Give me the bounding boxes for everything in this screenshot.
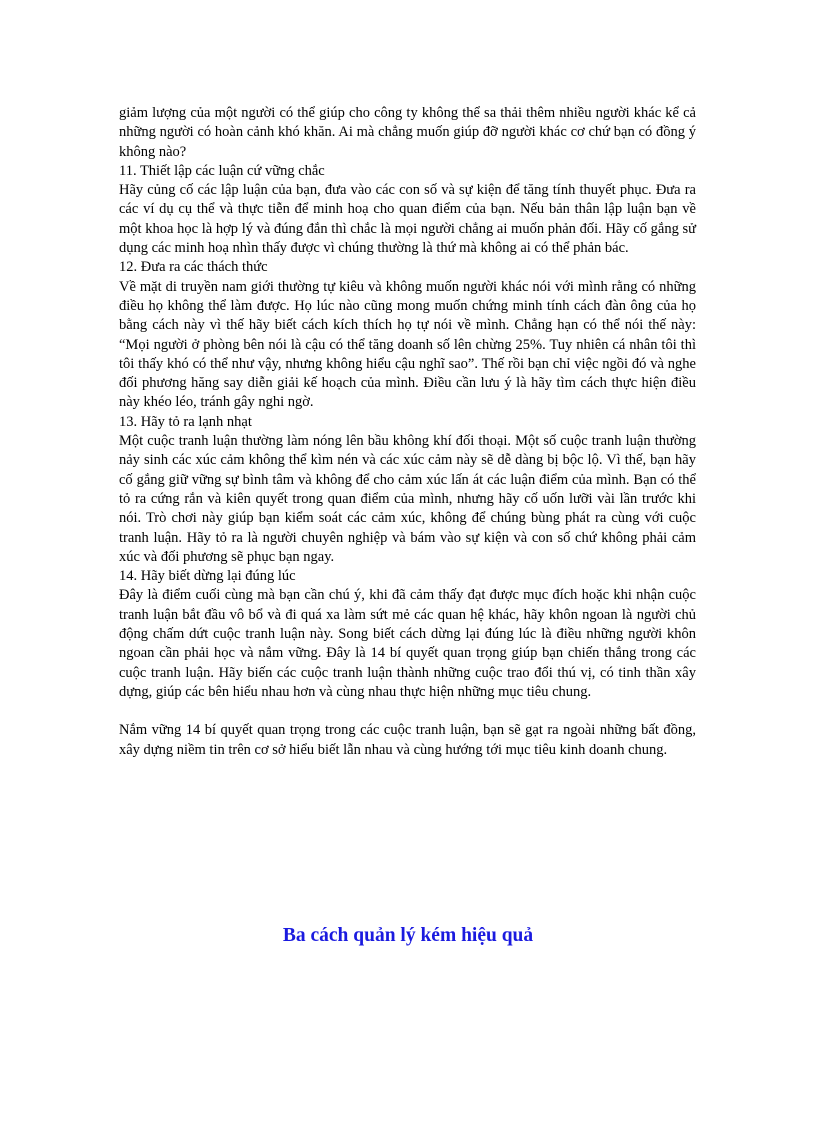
article-title: Ba cách quản lý kém hiệu quả	[282, 925, 534, 946]
section-heading-12: 12. Đưa ra các thách thức	[119, 259, 268, 276]
paragraph-conclusion: Nắm vững 14 bí quyết quan trọng trong các cuộc tranh luận, bạn sẽ gạt ra ngoài những bất đồng, xây dựng niềm tin trên cơ sở hiểu biết lẫn nhau và cùng hướng tới mục tiêu kinh doanh chung.	[119, 722, 696, 758]
section-heading-13: 13. Hãy tỏ ra lạnh nhạt	[119, 413, 252, 430]
paragraph-intro: giảm lượng của một người có thể giúp cho công ty không thể sa thải thêm nhiều người khác kể cả những người có hoàn cảnh khó khăn. Ai mà chẳng muốn giúp đỡ người khác cơ chứ bạn có đồng ý không nào?	[119, 105, 696, 160]
section-heading-14: 14. Hãy biết dừng lại đúng lúc	[119, 568, 296, 585]
paragraph-14: Đây là điểm cuối cùng mà bạn cần chú ý, khi đã cảm thấy đạt được mục đích hoặc khi nhận cuộc tranh luận bắt đầu vô bổ và đi quá xa làm sứt mẻ các quan hệ khác, hãy khôn ngoan là người chủ động chấm dứt cuộc tranh luận này. Song biết cách dừng lại đúng lúc là điều những người khôn ngoan cần phải học và nắm vững. Đây là 14 bí quyết quan trọng giúp bạn chiến thắng trong các cuộc tranh luận. Hãy biến các cuộc tranh luận thành những cuộc trao đổi thú vị, có tinh thần xây dựng, giúp các bên hiểu nhau hơn và cùng nhau thực hiện những mục tiêu chung.	[119, 587, 696, 700]
document-body	[119, 104, 696, 760]
paragraph-12: Về mặt di truyền nam giới thường tự kiêu và không muốn người khác nói với mình rằng có những điều họ không thể làm được. Họ lúc nào cũng mong muốn chứng minh tính cách đàn ông của họ bằng cách này vì thế hãy biết cách kích thích họ tự nói về mình. Chẳng hạn có thể nói thế này: “Mọi người ở phòng bên nói là cậu có thể tăng doanh số lên chừng 25%. Tuy nhiên cá nhân tôi thì tôi thấy khó có thể như vậy, nhưng không hiểu cậu nghĩ sao”. Thế rồi bạn chỉ việc ngồi đó và nghe đối phương hăng say diễn giải kế hoạch của mình. Điều cần lưu ý là hãy tìm cách thực hiện điều này khéo léo, tránh gây nghi ngờ.	[119, 278, 696, 411]
section-heading-11: 11. Thiết lập các luận cứ vững chắc	[119, 162, 325, 179]
paragraph-11: Hãy củng cố các lập luận của bạn, đưa vào các con số và sự kiện để tăng tính thuyết phục. Đưa ra các ví dụ cụ thể và thực tiễn để minh hoạ cho quan điểm của bạn. Nếu bản thân lập luận bạn về một khoa học là hợp lý và đúng đắn thì chắc là mọi người chẳng ai muốn phản đối. Hãy cố gắng sử dụng các minh hoạ nhìn thấy được vì chúng thường là thứ mà không ai có thể phản bác.	[119, 182, 696, 257]
paragraph-13: Một cuộc tranh luận thường làm nóng lên bầu không khí đối thoại. Một số cuộc tranh luận thường nảy sinh các xúc cảm không thể kìm nén và các xúc cảm này sẽ dễ dàng bị bộc lộ. Vì thế, bạn hãy cố gắng giữ vững sự bình tâm và không để cho cảm xúc lấn át các luận điểm của mình. Bạn có thể tỏ ra cứng rắn và kiên quyết trong quan điểm của mình, nhưng hãy cố uốn lưỡi vài lần trước khi nói. Trò chơi này giúp bạn kiểm soát các cảm xúc, không để chúng bùng phát ra cùng với cuộc tranh luận. Hãy tỏ ra là người chuyên nghiệp và bám vào sự kiện và con số chứ không phải cảm xúc và đối phương sẽ phục bạn ngay.	[119, 433, 696, 565]
blank-line	[119, 702, 696, 721]
